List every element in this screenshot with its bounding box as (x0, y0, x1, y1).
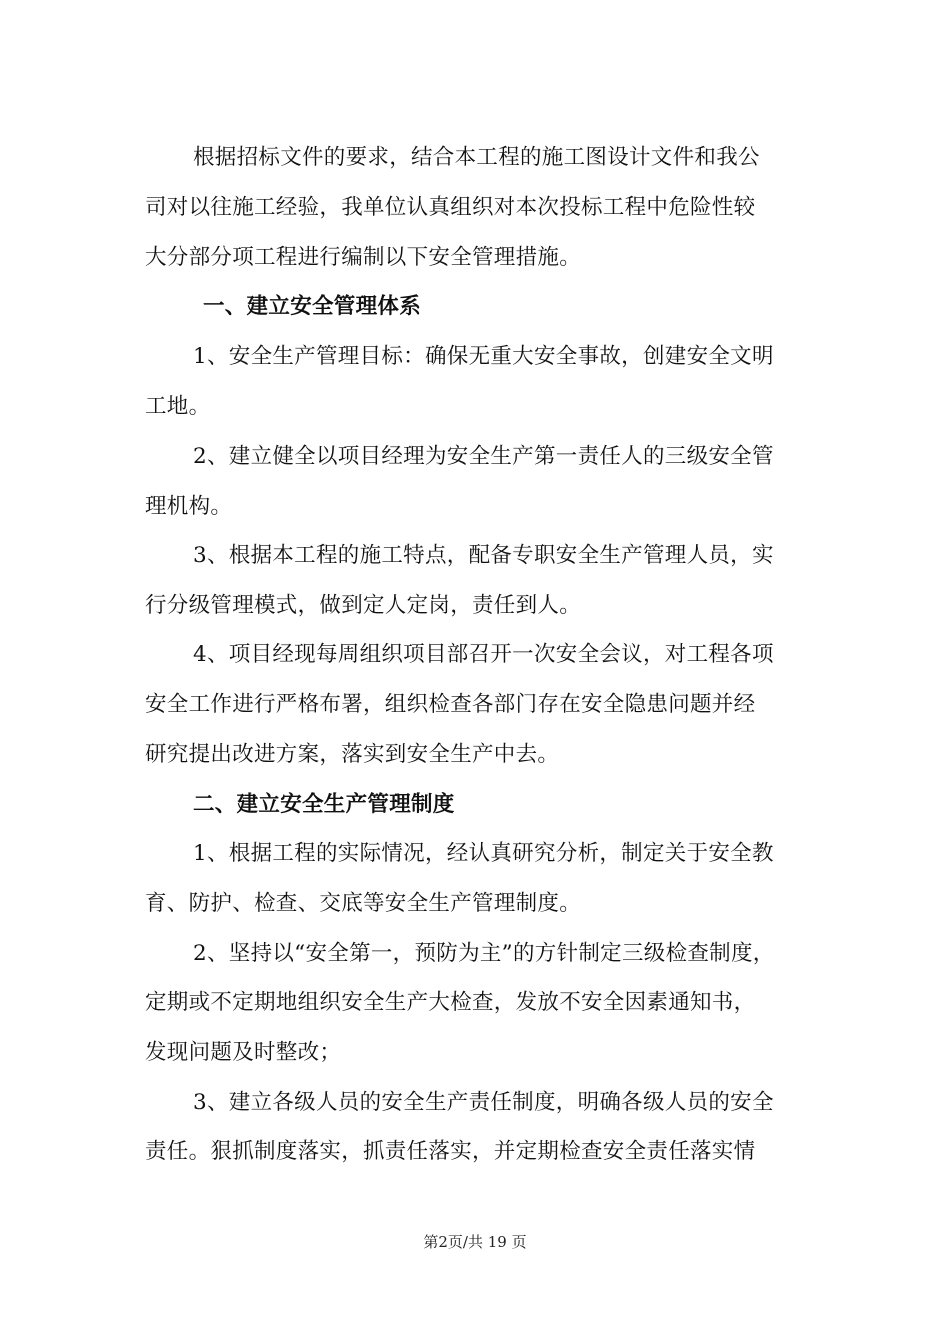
paragraph-line: 3、建立各级人员的安全生产责任制度，明确各级人员的安全 (193, 1090, 774, 1115)
paragraph-line: 研究提出改进方案，落实到安全生产中去。 (145, 742, 560, 767)
paragraph-line: 定期或不定期地组织安全生产大检查，发放不安全因素通知书， (145, 990, 756, 1015)
paragraph-line: 1、根据工程的实际情况，经认真研究分析，制定关于安全教 (193, 841, 774, 866)
section-heading: 一、建立安全管理体系 (203, 294, 422, 319)
paragraph-line: 发现问题及时整改； (145, 1040, 342, 1065)
paragraph-line: 根据招标文件的要求，结合本工程的施工图设计文件和我公 (193, 145, 760, 170)
paragraph-line: 行分级管理模式，做到定人定岗，责任到人。 (145, 593, 582, 618)
paragraph-line: 司对以往施工经验，我单位认真组织对本次投标工程中危险性较 (145, 195, 756, 220)
paragraph-line: 理机构。 (145, 494, 233, 519)
paragraph-line: 大分部分项工程进行编制以下安全管理措施。 (145, 245, 582, 270)
paragraph-line: 2、建立健全以项目经理为安全生产第一责任人的三级安全管 (193, 444, 774, 469)
paragraph-line: 安全工作进行严格布署，组织检查各部门存在安全隐患问题并经 (145, 692, 756, 717)
paragraph-line: 4、项目经现每周组织项目部召开一次安全会议，对工程各项 (193, 642, 774, 667)
paragraph-line: 1、安全生产管理目标：确保无重大安全事故，创建安全文明 (193, 344, 774, 369)
section-heading: 二、建立安全生产管理制度 (193, 792, 455, 817)
paragraph-line: 工地。 (145, 394, 211, 419)
paragraph-line: 2、坚持以“安全第一，预防为主”的方针制定三级检查制度， (193, 941, 775, 966)
page-number-footer: 第2页/共 19 页 (423, 1233, 527, 1251)
paragraph-line: 育、防护、检查、交底等安全生产管理制度。 (145, 891, 582, 916)
paragraph-line: 3、根据本工程的施工特点，配备专职安全生产管理人员，实 (193, 543, 774, 568)
paragraph-line: 责任。狠抓制度落实，抓责任落实，并定期检查安全责任落实情 (145, 1139, 756, 1164)
